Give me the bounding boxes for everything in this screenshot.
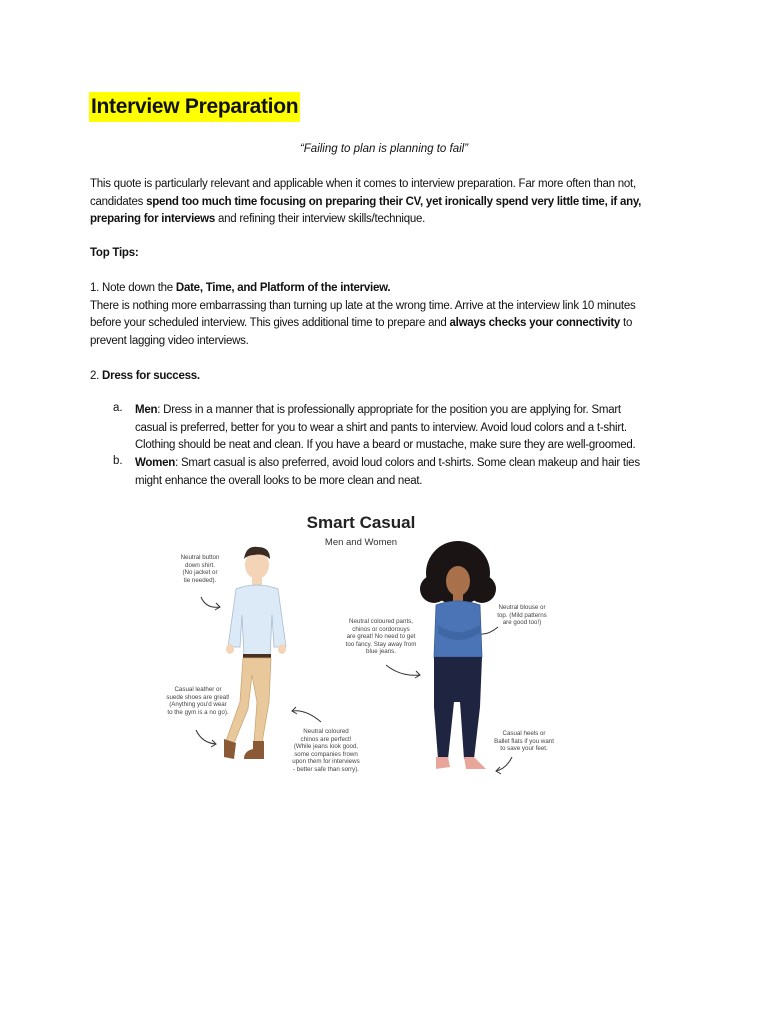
note-shoes: Casual leather or suede shoes are great! (Anything you'd wear to the gym is a no go). — [166, 686, 230, 716]
list-marker-a: a. — [113, 402, 123, 414]
list-item-women: Women: Smart casual is also preferred, avoid loud colors and t-shirts. Some clean makeup and hair ties might enhance the overall looks to be more clean and neat. — [135, 457, 640, 487]
quote: “Failing to plan is planning to fail” — [299, 143, 469, 155]
intro-paragraph — [90, 176, 690, 229]
note-heels: Casual heels or Ballet flats if you want to save your feet. — [494, 730, 554, 753]
woman-figure — [420, 541, 496, 769]
figure-title: Smart Casual — [306, 513, 416, 532]
top-tips-heading: Top Tips: — [90, 247, 139, 259]
men-label: Men — [135, 404, 158, 416]
list-marker-b: b. — [113, 455, 123, 467]
tip-1-line-3: before your scheduled interview. This gives additional time to prepare and always checks your connectivity to — [90, 317, 633, 329]
intro-line-3: preparing for interviews and refining their interview skills/technique. — [90, 213, 426, 225]
intro-bold-text: spend too much time focusing on preparing their CV, yet ironically spend very little time, if any, — [146, 195, 642, 208]
tip-2-heading: 2. Dress for success. — [90, 370, 200, 382]
note-blouse: Neutral blouse or top. (Mild patterns are good too!) — [497, 604, 547, 627]
figure-subtitle: Men and Women — [324, 537, 398, 548]
note-shirt: Neutral button down shirt. (No jacket or tie needed). — [180, 554, 220, 584]
tip-1-line-4: prevent lagging video interviews. — [90, 334, 249, 347]
tip-1-line-2: There is nothing more embarrassing than turning up late at the wrong time. Arrive at the interview link 10 minutes — [90, 299, 636, 312]
intro-bold-text-2: preparing for interviews — [90, 213, 216, 225]
page-title: Interview Preparation — [89, 92, 300, 122]
smart-casual-illustration — [136, 497, 586, 819]
note-pants: Neutral coloured pants, chinos or cordorouys are great! No need to get too fancy. Stay away from blue jeans. — [345, 618, 417, 656]
tip-1 — [90, 280, 690, 350]
list-item-men: Men: Dress in a manner that is professionally appropriate for the position you are applying for. Smart casual is preferred, better for you to wear a shirt and pants to interview. Avoid loud colors and a t-shirt. Clothing should be neat and clean. If you have a beard or mustache, make sure they are well-groomed. — [135, 404, 636, 451]
women-label: Women — [135, 457, 176, 469]
figures-svg — [136, 497, 586, 819]
note-chinos: Neutral coloured chinos are perfect! (While jeans look good, some companies frown upon them for interviews - better safe than sorry). — [292, 728, 360, 773]
intro-line-1: This quote is particularly relevant and applicable when it comes to interview preparation. Far more often than not, — [90, 178, 636, 190]
intro-line-2: candidates spend too much time focusing on preparing their CV, yet ironically spend very little time, if any, — [90, 195, 642, 208]
man-figure — [224, 547, 286, 759]
tip-1-heading: 1. Note down the Date, Time, and Platform of the interview. — [90, 282, 391, 294]
